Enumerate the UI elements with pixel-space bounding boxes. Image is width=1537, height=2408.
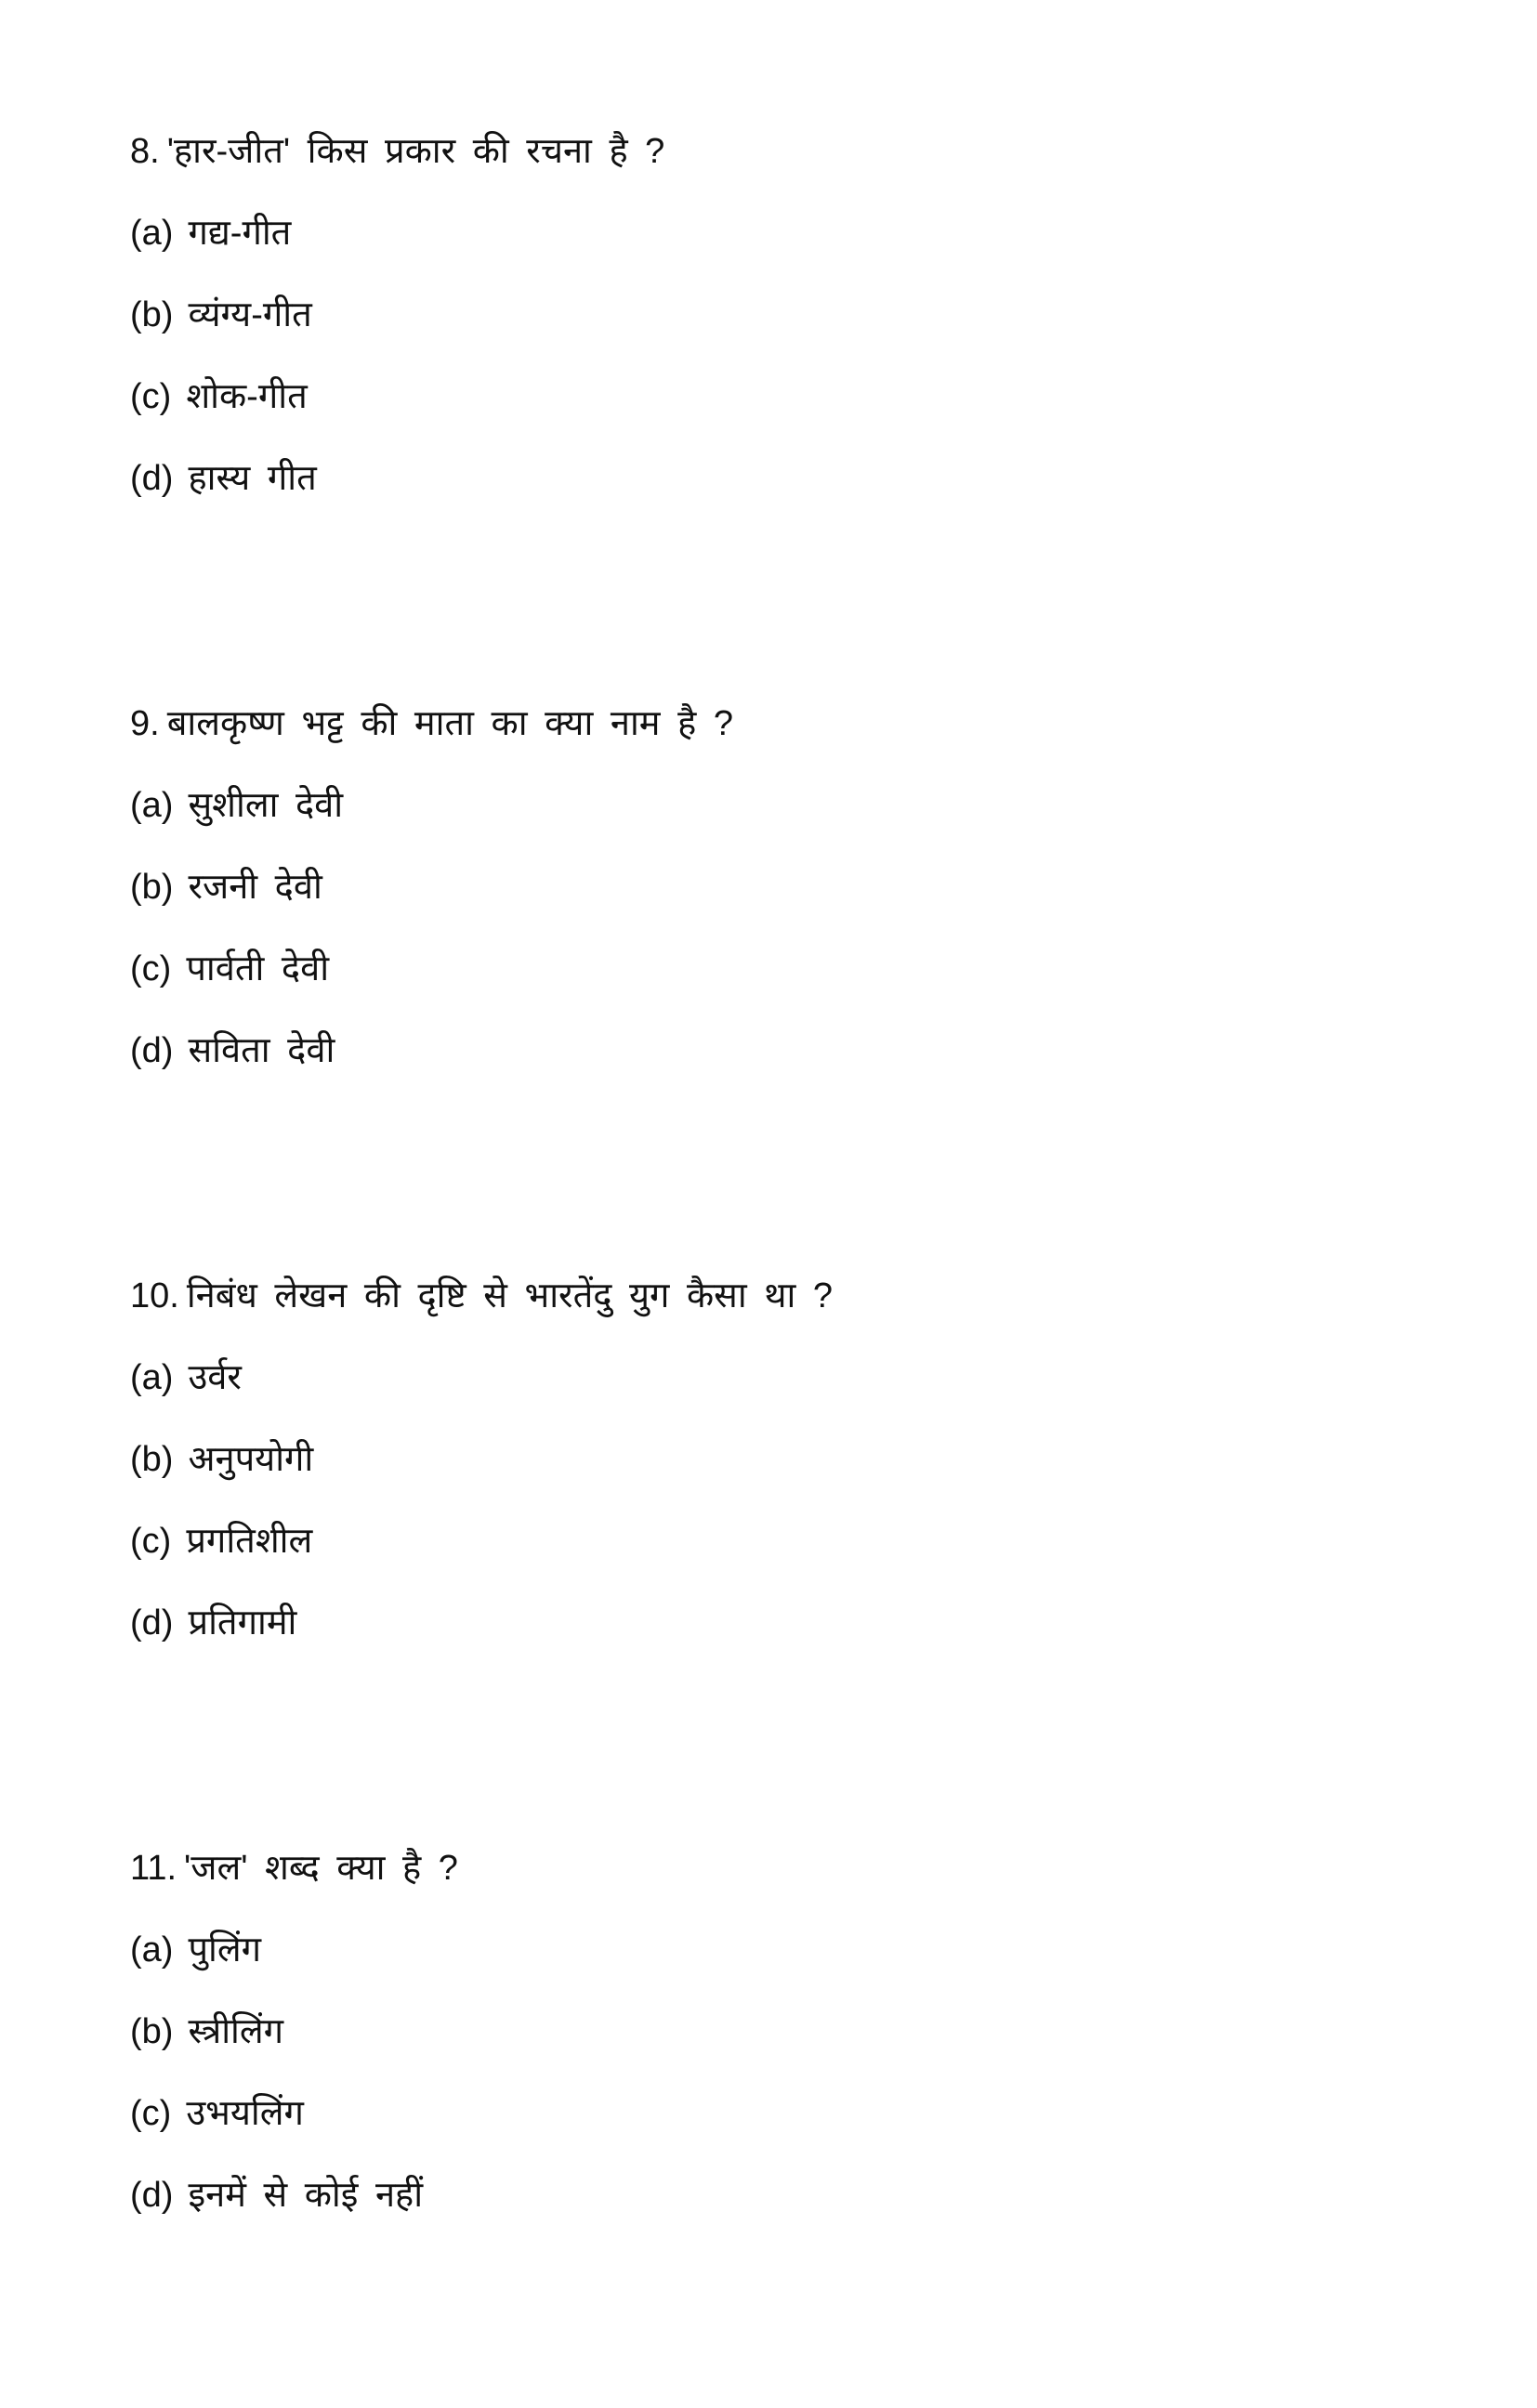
option-c <box>130 364 1431 446</box>
option-text: अनुपयोगी <box>188 1440 314 1479</box>
question-text-line <box>130 691 1431 773</box>
question-10 <box>130 1263 1431 1672</box>
question-number: 9. <box>130 704 160 743</box>
option-text: रजनी देवी <box>188 868 322 907</box>
option-label: (b) <box>130 295 174 334</box>
option-label: (d) <box>130 1031 174 1070</box>
option-d <box>130 1018 1431 1100</box>
option-label: (b) <box>130 2012 174 2051</box>
option-text: प्रगतिशील <box>186 1522 313 1561</box>
question-page <box>130 119 1431 2408</box>
option-text: शोक-गीत <box>186 377 308 416</box>
option-label: (a) <box>130 1358 174 1397</box>
question-text: 'जल' शब्द क्या है ? <box>184 1849 458 1888</box>
question-number: 10. <box>130 1276 179 1315</box>
option-b <box>130 855 1431 936</box>
question-text-line <box>130 119 1431 201</box>
option-text: पार्वती देवी <box>186 949 330 988</box>
option-label: (c) <box>130 1522 172 1561</box>
option-label: (d) <box>130 2176 174 2215</box>
question-11 <box>130 1836 1431 2244</box>
question-text-line <box>130 1263 1431 1345</box>
option-b <box>130 1427 1431 1509</box>
option-text: पुलिंग <box>188 1930 262 1970</box>
option-label: (c) <box>130 2094 172 2133</box>
question-number: 8. <box>130 132 160 171</box>
option-label: (d) <box>130 459 174 498</box>
option-text: गद्य-गीत <box>188 214 292 253</box>
option-a <box>130 773 1431 855</box>
option-label: (c) <box>130 377 172 416</box>
option-text: सुशीला देवी <box>188 786 344 825</box>
option-label: (a) <box>130 214 174 253</box>
option-b <box>130 1999 1431 2081</box>
option-label: (a) <box>130 786 174 825</box>
option-text: हास्य गीत <box>188 459 317 498</box>
option-label: (b) <box>130 868 174 907</box>
option-a <box>130 1917 1431 1999</box>
option-text: उभयलिंग <box>186 2094 304 2133</box>
option-a <box>130 1345 1431 1427</box>
option-c <box>130 2081 1431 2163</box>
option-text: व्यंग्य-गीत <box>188 295 312 334</box>
option-label: (c) <box>130 949 172 988</box>
option-label: (d) <box>130 1603 174 1642</box>
question-text: निबंध लेखन की दृष्टि से भारतेंदु युग कैसा था ? <box>186 1276 834 1315</box>
question-9 <box>130 691 1431 1100</box>
option-a <box>130 201 1431 282</box>
question-8 <box>130 119 1431 528</box>
option-text: सविता देवी <box>188 1031 335 1070</box>
question-number: 11. <box>130 1849 177 1888</box>
option-b <box>130 282 1431 364</box>
option-d <box>130 2163 1431 2244</box>
option-d <box>130 446 1431 528</box>
question-text: बालकृष्ण भट्ट की माता का क्या नाम है ? <box>166 704 733 743</box>
option-c <box>130 1509 1431 1590</box>
option-label: (b) <box>130 1440 174 1479</box>
option-text: स्त्रीलिंग <box>188 2012 284 2051</box>
option-text: प्रतिगामी <box>188 1603 297 1642</box>
option-label: (a) <box>130 1930 174 1970</box>
option-text: उर्वर <box>188 1358 242 1397</box>
option-d <box>130 1590 1431 1672</box>
question-text-line <box>130 1836 1431 1917</box>
question-text: 'हार-जीत' किस प्रकार की रचना है ? <box>166 132 665 171</box>
option-text: इनमें से कोई नहीं <box>188 2176 424 2215</box>
option-c <box>130 936 1431 1018</box>
